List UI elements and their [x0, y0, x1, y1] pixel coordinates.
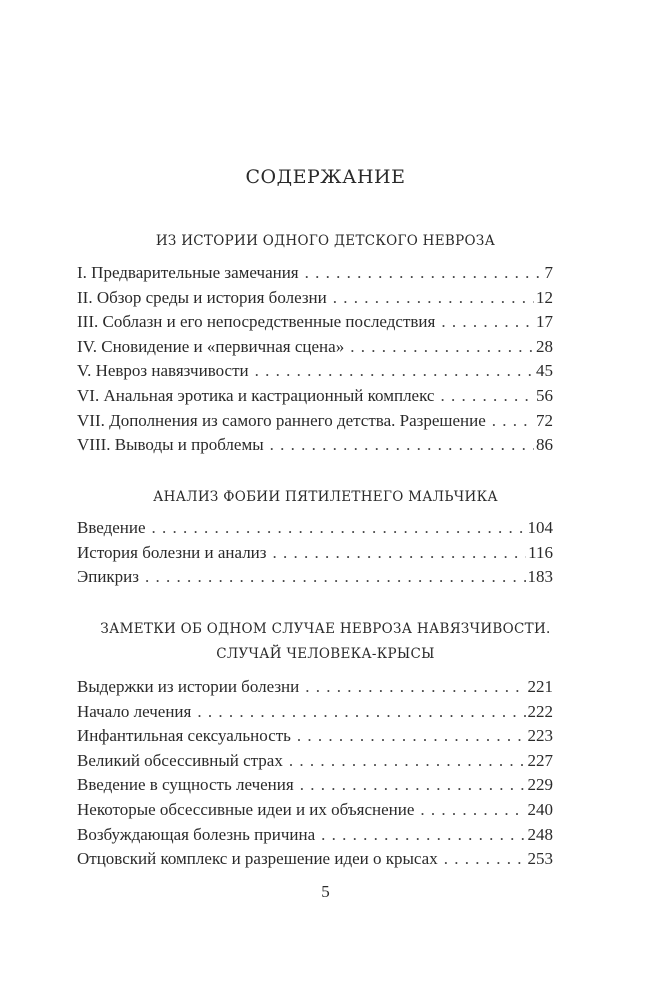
dot-leader — [305, 677, 525, 697]
toc-entry-title: Начало лечения — [77, 701, 192, 721]
toc-entry-page: 227 — [527, 750, 553, 770]
toc-entry-title: Введение — [77, 518, 146, 537]
dot-leader — [197, 702, 525, 722]
toc-entry-page: 45 — [536, 361, 553, 381]
toc-entry-title: VI. Анальная эротика и кастрационный комплекс — [77, 385, 435, 405]
toc-entry-page: 116 — [528, 542, 553, 562]
toc-entry[interactable] — [77, 435, 553, 460]
dot-leader — [270, 435, 534, 455]
section-heading — [0, 485, 651, 510]
toc-entry-page: 104 — [527, 518, 553, 537]
toc-entry-title: Некоторые обсессивные идеи и их объяснение — [77, 799, 415, 819]
section-heading-line: АНАЛИЗ ФОБИИ ПЯТИЛЕТНЕГО МАЛЬЧИКА — [153, 489, 498, 505]
toc-entry-title: Введение в сущность лечения — [77, 775, 294, 795]
dot-leader — [289, 751, 526, 771]
toc-entry[interactable] — [77, 361, 553, 386]
dot-leader — [333, 288, 534, 308]
dot-leader — [145, 567, 526, 587]
toc-entry-title: I. Предварительные замечания — [77, 263, 299, 282]
section-heading-line: СЛУЧАЙ ЧЕЛОВЕКА-КРЫСЫ — [216, 646, 435, 662]
dot-leader — [420, 800, 525, 820]
toc-entry-page: 229 — [527, 775, 553, 795]
toc-entry-page: 183 — [527, 567, 553, 587]
toc-entry-title: Возбуждающая болезнь причина — [77, 824, 316, 844]
toc-entry-page: 28 — [536, 336, 553, 356]
section-heading — [0, 617, 651, 667]
toc-entry[interactable] — [77, 849, 553, 874]
toc-list — [77, 677, 553, 874]
toc-entry-title: V. Невроз навязчивости — [77, 361, 249, 381]
section-heading — [0, 229, 651, 254]
toc-entry-page: 17 — [536, 312, 553, 332]
toc-entry-title: VIII. Выводы и проблемы — [77, 435, 264, 455]
dot-leader — [444, 849, 526, 869]
toc-entry-title: VII. Дополнения из самого раннего детства. Разрешение — [77, 410, 486, 430]
dot-leader — [152, 518, 526, 538]
section-heading-line: ИЗ ИСТОРИИ ОДНОГО ДЕТСКОГО НЕВРОЗА — [155, 233, 496, 249]
toc-entry[interactable] — [77, 288, 553, 313]
toc-list — [77, 263, 553, 460]
toc-entry-page: 86 — [536, 435, 553, 455]
toc-entry-page: 223 — [527, 726, 553, 746]
toc-entry-title: Выдержки из истории болезни — [77, 677, 300, 696]
toc-entry-page: 221 — [527, 677, 553, 696]
toc-entry-title: III. Соблазн и его непосредственные последствия — [77, 312, 436, 332]
toc-entry-title: IV. Сновидение и «первичная сцена» — [77, 336, 345, 356]
toc-entry-title: Великий обсессивный страх — [77, 750, 283, 770]
dot-leader — [305, 263, 543, 283]
toc-entry-page: 12 — [536, 287, 553, 307]
toc-entry-title: II. Обзор среды и история болезни — [77, 287, 327, 307]
toc-entry[interactable] — [77, 263, 553, 288]
toc-entry-title: Инфантильная сексуальность — [77, 726, 291, 746]
dot-leader — [321, 825, 525, 845]
toc-entry[interactable] — [77, 677, 553, 702]
toc-entry-title: История болезни и анализ — [77, 542, 267, 562]
dot-leader — [255, 361, 534, 381]
dot-leader — [492, 411, 534, 431]
toc-entry[interactable] — [77, 775, 553, 800]
toc-entry-page: 240 — [527, 799, 553, 819]
page-title: СОДЕРЖАНИЕ — [245, 166, 406, 188]
toc-entry-title: Эпикриз — [77, 567, 139, 587]
toc-entry[interactable] — [77, 567, 553, 592]
toc-entry[interactable] — [77, 337, 553, 362]
dot-leader — [300, 775, 526, 795]
section-heading-line: ЗАМЕТКИ ОБ ОДНОМ СЛУЧАЕ НЕВРОЗА НАВЯЗЧИВОСТИ. — [100, 621, 551, 637]
toc-entry[interactable] — [77, 543, 553, 568]
toc-entry-page: 56 — [536, 385, 553, 405]
toc-entry-page: 72 — [536, 410, 553, 430]
dot-leader — [350, 337, 534, 357]
page-number: 5 — [321, 882, 330, 901]
dot-leader — [440, 386, 534, 406]
toc-entry[interactable] — [77, 800, 553, 825]
dot-leader — [273, 543, 527, 563]
dot-leader — [297, 726, 526, 746]
toc-entry-page: 253 — [527, 849, 553, 869]
toc-list — [77, 518, 553, 592]
toc-entry-title: Отцовский комплекс и разрешение идеи о крысах — [77, 849, 438, 869]
toc-entry[interactable] — [77, 312, 553, 337]
toc-entry-page: 248 — [527, 824, 553, 844]
toc-entry[interactable] — [77, 751, 553, 776]
toc-entry[interactable] — [77, 518, 553, 543]
toc-entry[interactable] — [77, 825, 553, 850]
toc-entry-page: 7 — [544, 263, 553, 282]
toc-entry[interactable] — [77, 386, 553, 411]
toc-entry[interactable] — [77, 702, 553, 727]
toc-entry-page: 222 — [527, 701, 553, 721]
toc-entry[interactable] — [77, 411, 553, 436]
dot-leader — [441, 312, 534, 332]
toc-entry[interactable] — [77, 726, 553, 751]
